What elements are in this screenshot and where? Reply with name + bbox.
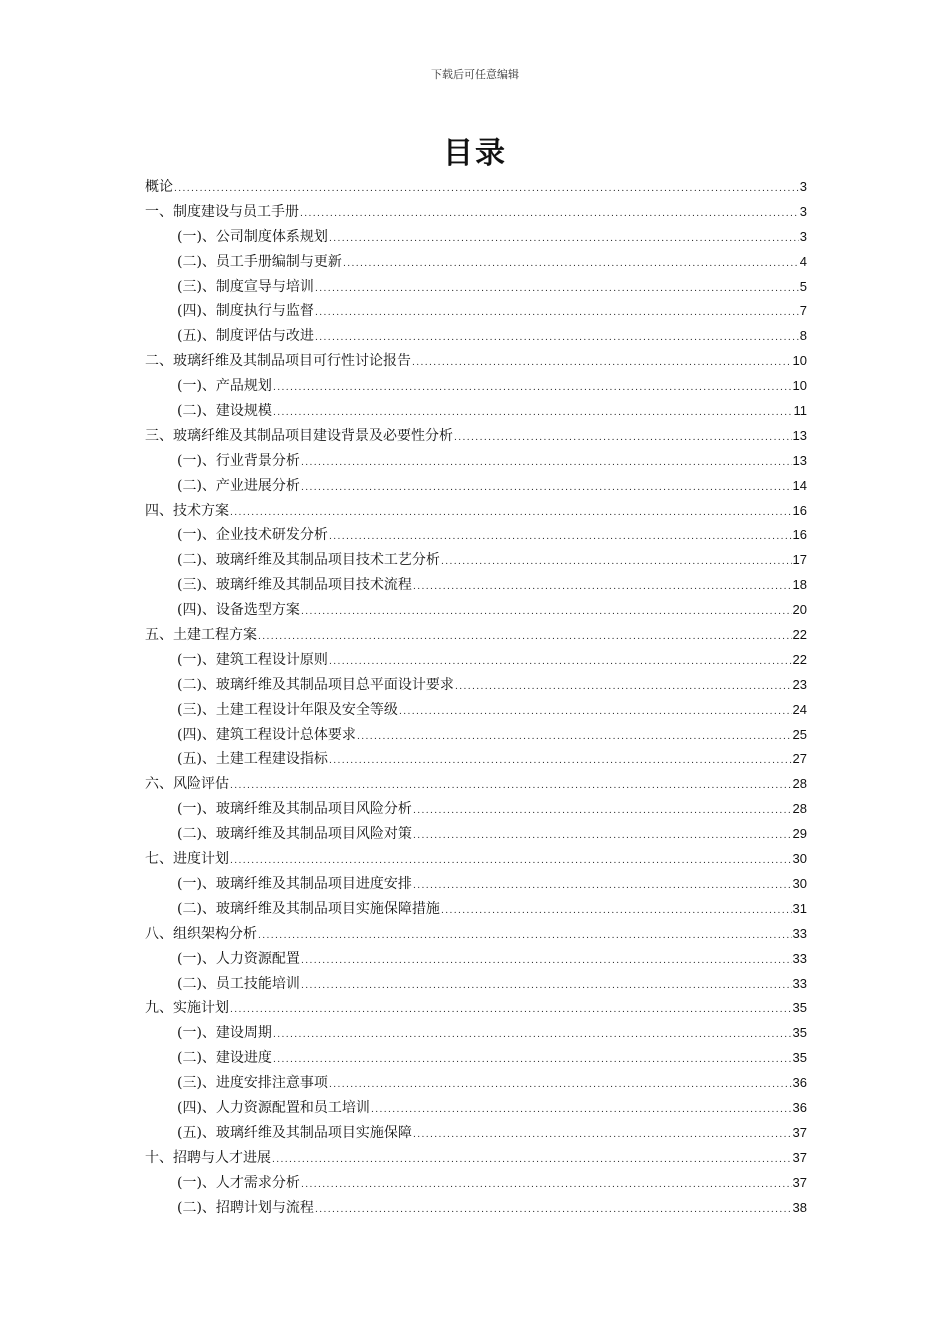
toc-entry-label: (三)、玻璃纤维及其制品项目技术流程 <box>177 577 412 594</box>
toc-entry-label: (四)、制度执行与监督 <box>177 303 314 320</box>
toc-leader-dots <box>455 675 792 700</box>
toc-entry-page-number: 37 <box>792 1149 807 1165</box>
header-note: 下载后可任意编辑 <box>431 68 519 81</box>
toc-leader-dots <box>315 301 799 326</box>
toc-entry-page-number: 28 <box>792 776 807 792</box>
toc-entry-page-number: 30 <box>792 851 807 867</box>
toc-leader-dots <box>315 277 799 302</box>
toc-entry-page-number: 28 <box>792 801 807 817</box>
toc-entry[interactable] <box>145 499 807 524</box>
toc-entry-page-number: 31 <box>792 900 807 916</box>
toc-entry-label: (一)、建筑工程设计原则 <box>177 651 328 668</box>
toc-entry[interactable] <box>145 1171 807 1196</box>
toc-entry-label: 十、招聘与人才进展 <box>145 1149 271 1166</box>
toc-leader-dots <box>230 998 792 1023</box>
toc-entry-page-number: 35 <box>792 1025 807 1041</box>
toc-entry-page-number: 25 <box>792 726 807 742</box>
toc-leader-dots <box>230 849 792 874</box>
toc-entry[interactable] <box>145 324 807 349</box>
toc-entry-page-number: 8 <box>799 328 807 344</box>
toc-leader-dots <box>301 1173 792 1198</box>
toc-leader-dots <box>273 1048 792 1073</box>
toc-entry-label: (二)、玻璃纤维及其制品项目风险对策 <box>177 826 412 843</box>
toc-leader-dots <box>412 351 792 376</box>
toc-entry-page-number: 22 <box>792 627 807 643</box>
toc-leader-dots <box>258 625 792 650</box>
toc-leader-dots <box>329 227 799 252</box>
toc-entry[interactable] <box>145 449 807 474</box>
toc-leader-dots <box>329 525 792 550</box>
toc-entry[interactable] <box>145 797 807 822</box>
toc-leader-dots <box>329 749 792 774</box>
toc-entry-label: 八、组织架构分析 <box>145 925 257 942</box>
toc-entry-page-number: 3 <box>799 203 807 219</box>
toc-entry-label: 一、制度建设与员工手册 <box>145 203 299 220</box>
toc-entry-label: (四)、设备选型方案 <box>177 602 300 619</box>
toc-entry-page-number: 22 <box>792 651 807 667</box>
toc-entry-label: (五)、土建工程建设指标 <box>177 751 328 768</box>
toc-leader-dots <box>258 924 792 949</box>
toc-entry-label: (一)、玻璃纤维及其制品项目风险分析 <box>177 801 412 818</box>
toc-leader-dots <box>230 774 792 799</box>
toc-entry-page-number: 4 <box>799 253 807 269</box>
toc-entry[interactable] <box>145 1146 807 1171</box>
toc-entry-page-number: 27 <box>792 751 807 767</box>
toc-entry-label: (一)、人才需求分析 <box>177 1174 300 1191</box>
toc-leader-dots <box>301 476 792 501</box>
toc-entry[interactable] <box>145 399 807 424</box>
toc-entry-label: 概论 <box>145 179 173 195</box>
toc-entry[interactable] <box>145 548 807 573</box>
toc-entry[interactable] <box>145 1121 807 1146</box>
toc-entry-label: (二)、员工手册编制与更新 <box>177 253 342 270</box>
toc-entry-page-number: 5 <box>799 278 807 294</box>
toc-leader-dots <box>272 1148 792 1173</box>
toc-leader-dots <box>329 1073 792 1098</box>
toc-leader-dots <box>230 501 792 526</box>
toc-entry-page-number: 11 <box>793 403 807 419</box>
toc-entry-page-number: 35 <box>792 1050 807 1066</box>
toc-entry-label: (一)、公司制度体系规划 <box>177 228 328 245</box>
toc-entry[interactable] <box>145 523 807 548</box>
toc-entry-page-number: 24 <box>792 701 807 717</box>
toc-entry-label: (二)、员工技能培训 <box>177 975 300 992</box>
toc-entry-page-number: 3 <box>799 228 807 244</box>
toc-entry-page-number: 33 <box>792 925 807 941</box>
toc-entry-page-number: 23 <box>792 676 807 692</box>
toc-entry[interactable] <box>145 747 807 772</box>
toc-entry-label: (一)、行业背景分析 <box>177 452 300 469</box>
toc-entry-page-number: 20 <box>792 602 807 618</box>
toc-entry[interactable] <box>145 1096 807 1121</box>
toc-leader-dots <box>343 252 799 277</box>
toc-entry-page-number: 17 <box>792 552 807 568</box>
toc-entry[interactable] <box>145 1196 807 1221</box>
toc-entry[interactable] <box>145 175 807 200</box>
toc-leader-dots <box>301 451 792 476</box>
toc-entry[interactable] <box>145 1046 807 1071</box>
toc-entry[interactable] <box>145 573 807 598</box>
toc-leader-dots <box>441 899 792 924</box>
toc-leader-dots <box>301 974 792 999</box>
toc-entry-label: (三)、进度安排注意事项 <box>177 1075 328 1092</box>
toc-leader-dots <box>273 376 792 401</box>
toc-leader-dots <box>399 700 792 725</box>
toc-entry-label: 三、玻璃纤维及其制品项目建设背景及必要性分析 <box>145 427 453 444</box>
toc-entry[interactable] <box>145 250 807 275</box>
toc-entry-page-number: 37 <box>792 1124 807 1140</box>
toc-entry-label: 九、实施计划 <box>145 1000 229 1017</box>
toc-entry-label: (三)、土建工程设计年限及安全等级 <box>177 701 398 718</box>
toc-entry-page-number: 10 <box>792 378 807 394</box>
toc-entry-label: (五)、制度评估与改进 <box>177 328 314 345</box>
toc-entry-label: (五)、玻璃纤维及其制品项目实施保障 <box>177 1124 412 1141</box>
toc-entry-page-number: 18 <box>792 577 807 593</box>
toc-entry[interactable] <box>145 225 807 250</box>
toc-entry-page-number: 36 <box>792 1075 807 1091</box>
toc-entry[interactable] <box>145 723 807 748</box>
toc-entry-page-number: 16 <box>792 502 807 518</box>
toc-leader-dots <box>413 824 792 849</box>
toc-entry-page-number: 33 <box>792 950 807 966</box>
toc-entry[interactable] <box>145 947 807 972</box>
toc-entry[interactable] <box>145 872 807 897</box>
toc-leader-dots <box>301 600 792 625</box>
toc-leader-dots <box>300 202 799 227</box>
toc-entry[interactable] <box>145 474 807 499</box>
toc-entry-label: 六、风险评估 <box>145 776 229 793</box>
toc-entry-page-number: 36 <box>792 1099 807 1115</box>
toc-leader-dots <box>413 799 792 824</box>
toc-leader-dots <box>413 874 792 899</box>
toc-entry-label: (一)、产品规划 <box>177 378 272 395</box>
toc-entry-label: (二)、玻璃纤维及其制品项目总平面设计要求 <box>177 676 454 693</box>
toc-entry[interactable] <box>145 847 807 872</box>
toc-entry-page-number: 7 <box>799 303 807 319</box>
toc-leader-dots <box>315 1198 792 1223</box>
toc-entry[interactable] <box>145 648 807 673</box>
toc-leader-dots <box>371 1098 792 1123</box>
toc-entry-label: 七、进度计划 <box>145 851 229 868</box>
toc-entry[interactable] <box>145 772 807 797</box>
toc-leader-dots <box>174 177 799 202</box>
toc-entry-label: (三)、制度宣导与培训 <box>177 278 314 295</box>
toc-entry-label: 二、玻璃纤维及其制品项目可行性讨论报告 <box>145 353 411 370</box>
toc-leader-dots <box>273 401 793 426</box>
toc-entry-label: (二)、建设进度 <box>177 1050 272 1067</box>
toc-leader-dots <box>413 1123 792 1148</box>
toc-entry-label: (二)、建设规模 <box>177 403 272 420</box>
toc-entry-label: (二)、玻璃纤维及其制品项目技术工艺分析 <box>177 552 440 569</box>
toc-entry-page-number: 13 <box>792 452 807 468</box>
toc-entry[interactable] <box>145 623 807 648</box>
toc-leader-dots <box>357 725 792 750</box>
toc-entry[interactable] <box>145 299 807 324</box>
table-of-contents <box>145 175 807 1220</box>
toc-leader-dots <box>454 426 792 451</box>
toc-entry[interactable] <box>145 897 807 922</box>
toc-entry-label: (二)、招聘计划与流程 <box>177 1199 314 1216</box>
toc-entry-label: (四)、建筑工程设计总体要求 <box>177 726 356 743</box>
toc-entry-label: (一)、建设周期 <box>177 1025 272 1042</box>
toc-entry[interactable] <box>145 972 807 997</box>
toc-entry[interactable] <box>145 922 807 947</box>
toc-entry-page-number: 13 <box>792 427 807 443</box>
toc-entry[interactable] <box>145 1071 807 1096</box>
toc-entry[interactable] <box>145 275 807 300</box>
toc-entry-page-number: 30 <box>792 875 807 891</box>
toc-leader-dots <box>441 550 792 575</box>
toc-entry[interactable] <box>145 698 807 723</box>
toc-entry[interactable] <box>145 673 807 698</box>
toc-entry[interactable] <box>145 424 807 449</box>
toc-entry[interactable] <box>145 349 807 374</box>
toc-leader-dots <box>329 650 792 675</box>
toc-entry-page-number: 10 <box>792 353 807 369</box>
toc-leader-dots <box>315 326 799 351</box>
toc-entry[interactable] <box>145 598 807 623</box>
toc-entry-label: (四)、人力资源配置和员工培训 <box>177 1099 370 1116</box>
toc-entry[interactable] <box>145 374 807 399</box>
toc-entry-page-number: 29 <box>792 826 807 842</box>
toc-entry-page-number: 16 <box>792 527 807 543</box>
toc-entry-label: (一)、企业技术研发分析 <box>177 527 328 544</box>
toc-leader-dots <box>273 1023 792 1048</box>
toc-entry-label: 五、土建工程方案 <box>145 627 257 644</box>
toc-entry[interactable] <box>145 1021 807 1046</box>
toc-entry-page-number: 35 <box>792 1000 807 1016</box>
toc-entry[interactable] <box>145 200 807 225</box>
toc-entry-page-number: 33 <box>792 975 807 991</box>
toc-entry-label: (一)、人力资源配置 <box>177 950 300 967</box>
toc-leader-dots <box>301 949 792 974</box>
toc-entry-page-number: 38 <box>792 1199 807 1215</box>
toc-entry[interactable] <box>145 996 807 1021</box>
toc-entry-label: (二)、玻璃纤维及其制品项目实施保障措施 <box>177 900 440 917</box>
toc-entry-label: 四、技术方案 <box>145 502 229 519</box>
toc-entry-label: (一)、玻璃纤维及其制品项目进度安排 <box>177 875 412 892</box>
toc-leader-dots <box>413 575 792 600</box>
page-title: 目录 <box>443 136 507 171</box>
toc-entry-page-number: 37 <box>792 1174 807 1190</box>
toc-entry-page-number: 3 <box>799 179 807 194</box>
toc-entry-label: (二)、产业进展分析 <box>177 477 300 494</box>
toc-entry-page-number: 14 <box>792 477 807 493</box>
toc-entry[interactable] <box>145 822 807 847</box>
